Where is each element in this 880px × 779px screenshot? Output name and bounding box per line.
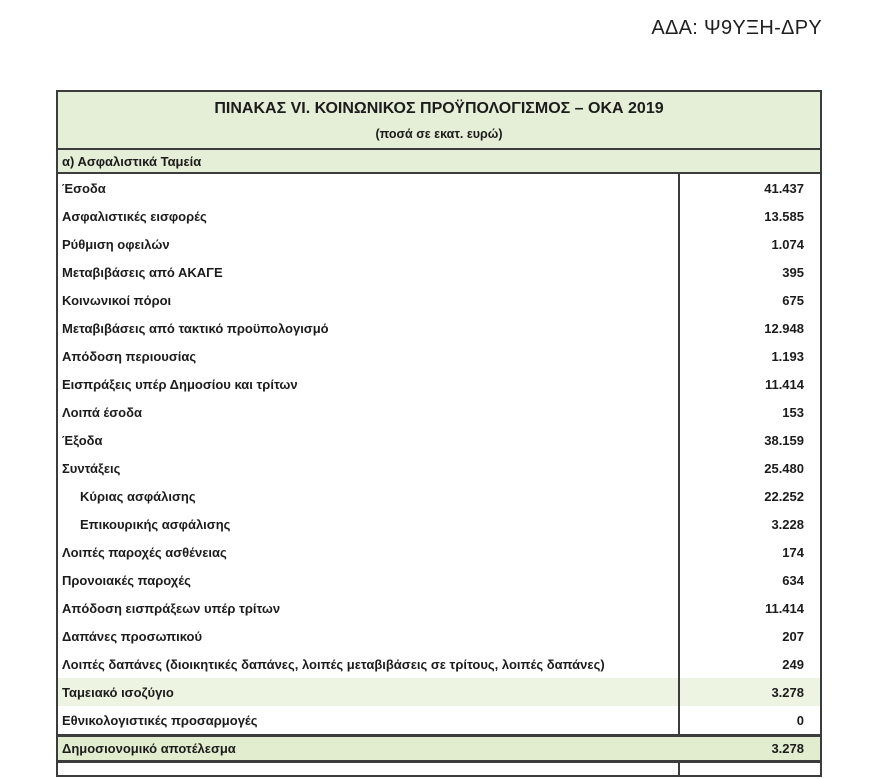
row-value: 25.480 <box>678 454 820 482</box>
row-label: Έσοδα <box>62 180 106 196</box>
row-label: Προνοιακές παροχές <box>62 572 191 588</box>
row-value: 13.585 <box>678 202 820 230</box>
table-row <box>58 426 820 454</box>
table-row <box>58 622 820 650</box>
section-header-label: α) Ασφαλιστικά Ταμεία <box>62 153 202 169</box>
row-label: Εθνικολογιστικές προσαρμογές <box>62 712 258 728</box>
cutoff-label-spacer <box>58 763 678 775</box>
table-row <box>58 454 820 482</box>
table-row <box>58 258 820 286</box>
row-label: Συντάξεις <box>62 460 121 476</box>
table-row <box>58 706 820 734</box>
table-row <box>58 174 820 202</box>
row-label: Λοιπά έσοδα <box>62 404 142 420</box>
row-value: 38.159 <box>678 426 820 454</box>
table-row <box>58 538 820 566</box>
table-row <box>58 342 820 370</box>
row-label: Λοιπές δαπάνες (διοικητικές δαπάνες, λοιπές μεταβιβάσεις σε τρίτους, λοιπές δαπάνες) <box>62 656 605 672</box>
table-row <box>58 230 820 258</box>
table-title: ΠΙΝΑΚΑΣ VI. ΚΟΙΝΩΝΙΚΟΣ ΠΡΟΫΠΟΛΟΓΙΣΜΟΣ – ΟΚΑ 2019 <box>214 100 664 117</box>
row-value: 1.074 <box>678 230 820 258</box>
row-label: Μεταβιβάσεις από ΑΚΑΓΕ <box>62 264 223 280</box>
row-value: 1.193 <box>678 342 820 370</box>
cutoff-row <box>58 763 820 775</box>
row-value: 41.437 <box>678 174 820 202</box>
row-value: 3.228 <box>678 510 820 538</box>
budget-table <box>56 90 822 777</box>
table-body <box>58 174 820 734</box>
row-value: 395 <box>678 258 820 286</box>
fiscal-result-row <box>58 734 820 763</box>
row-label: Εισπράξεις υπέρ Δημοσίου και τρίτων <box>62 376 298 392</box>
row-value: 12.948 <box>678 314 820 342</box>
table-row <box>58 202 820 230</box>
row-value: 3.278 <box>678 678 820 706</box>
row-label: Κοινωνικοί πόροι <box>62 292 172 308</box>
table-row <box>58 482 820 510</box>
row-label: Μεταβιβάσεις από τακτικό προϋπολογισμό <box>62 320 329 336</box>
row-value: 153 <box>678 398 820 426</box>
table-row <box>58 510 820 538</box>
row-value: 174 <box>678 538 820 566</box>
row-value: 22.252 <box>678 482 820 510</box>
ada-code-text: ΑΔΑ: Ψ9ΥΞΗ-ΔΡΥ <box>651 17 822 39</box>
table-row <box>58 370 820 398</box>
row-label: Κύριας ασφάλισης <box>80 488 196 504</box>
cutoff-value-spacer <box>678 763 820 775</box>
row-label: Απόδοση εισπράξεων υπέρ τρίτων <box>62 600 281 616</box>
row-value: 675 <box>678 286 820 314</box>
table-subtitle: (ποσά σε εκατ. ευρώ) <box>375 127 503 141</box>
table-row <box>58 566 820 594</box>
row-label: Ταμειακό ισοζύγιο <box>62 684 174 700</box>
row-value: 207 <box>678 622 820 650</box>
table-row <box>58 650 820 678</box>
row-value: 3.278 <box>771 741 804 756</box>
row-label: Ρύθμιση οφειλών <box>62 236 170 252</box>
table-row <box>58 314 820 342</box>
table-row <box>58 594 820 622</box>
row-label: Έξοδα <box>62 432 103 448</box>
row-label: Δαπάνες προσωπικού <box>62 628 203 644</box>
row-value: 634 <box>678 566 820 594</box>
row-value: 249 <box>678 650 820 678</box>
row-label: Λοιπές παροχές ασθένειας <box>62 544 227 560</box>
section-header-row <box>58 150 820 174</box>
row-label: Επικουρικής ασφάλισης <box>80 516 231 532</box>
row-label: Δημοσιονομικό αποτέλεσμα <box>62 741 236 756</box>
row-value: 11.414 <box>678 594 820 622</box>
table-row <box>58 678 820 706</box>
row-value: 11.414 <box>678 370 820 398</box>
table-row <box>58 398 820 426</box>
row-label: Ασφαλιστικές εισφορές <box>62 208 207 224</box>
table-row <box>58 286 820 314</box>
table-title-block <box>58 92 820 150</box>
row-label: Απόδοση περιουσίας <box>62 348 197 364</box>
row-value: 0 <box>678 706 820 734</box>
